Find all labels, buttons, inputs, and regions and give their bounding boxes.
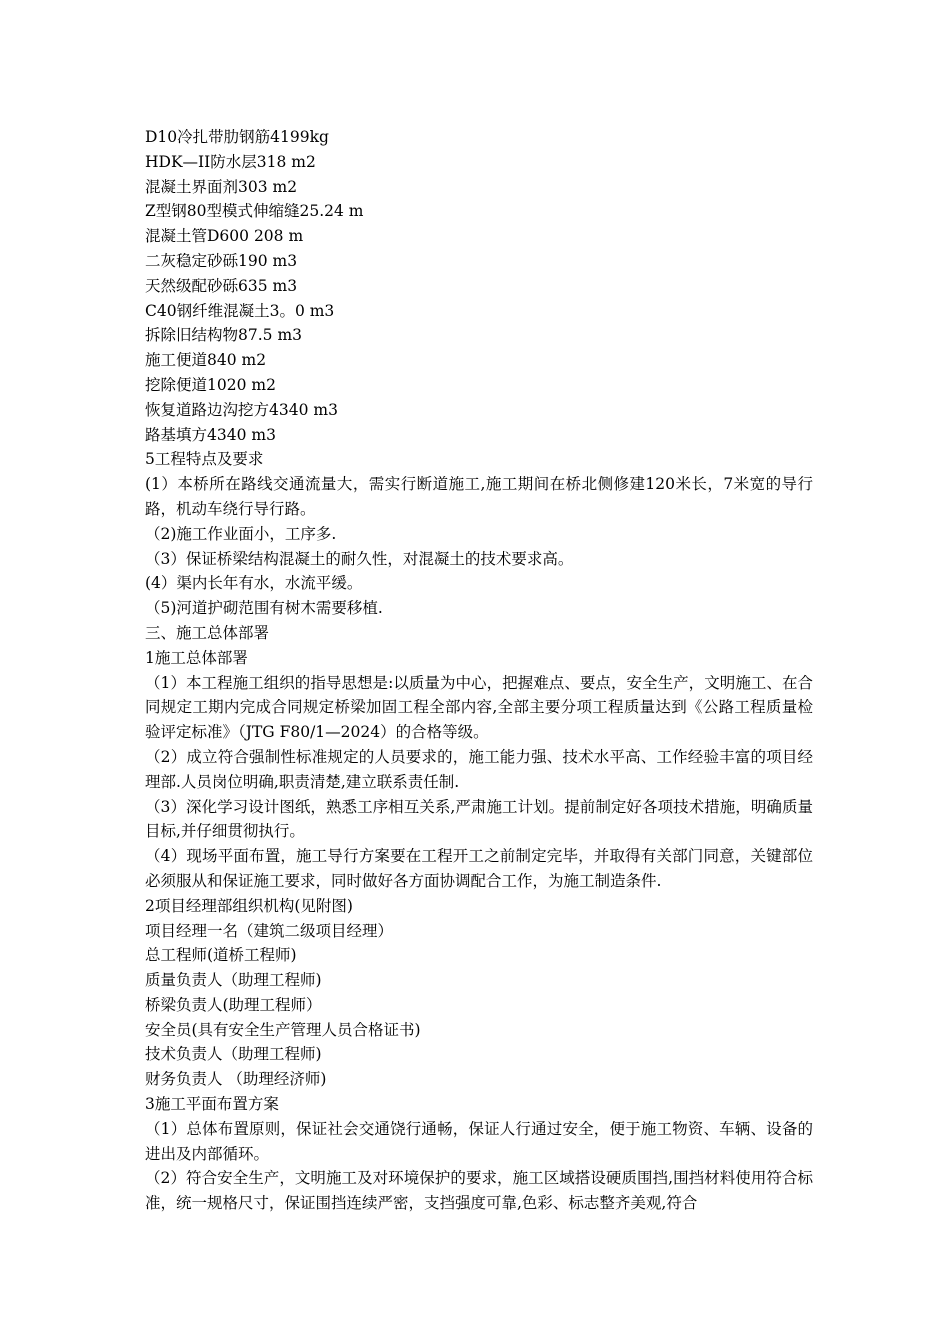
material-item: 拆除旧结构物87.5 m3	[145, 326, 302, 345]
role-item: 技术负责人（助理工程师)	[145, 1045, 322, 1064]
material-item: 挖除便道1020 m2	[145, 375, 276, 394]
section-5	[145, 447, 813, 621]
material-item: HDK—II防水层318 m2	[145, 152, 316, 171]
paragraph: （5)河道护砌范围有树木需要移植.	[145, 599, 383, 618]
paragraph: （2）符合安全生产，文明施工及对环境保护的要求，施工区域搭设硬质围挡,围挡材料使用符合标准，统一规格尺寸，保证围挡连续严密，支挡强度可靠,色彩、标志整齐美观,符合	[145, 1169, 813, 1213]
subsection-heading: 2项目经理部组织机构(见附图)	[145, 896, 353, 915]
paragraph: （3）保证桥梁结构混凝土的耐久性，对混凝土的技术要求高。	[145, 549, 574, 568]
material-item: 混凝土管D600 208 m	[145, 227, 304, 246]
material-item: 施工便道840 m2	[145, 351, 267, 370]
material-item: D10冷扎带肋钢筋4199kg	[145, 128, 329, 146]
document-body	[145, 125, 813, 1216]
role-item: 项目经理一名（建筑二级项目经理）	[145, 921, 394, 940]
paragraph: (4）渠内长年有水，水流平缓。	[145, 574, 363, 593]
section-heading: 三、施工总体部署	[145, 623, 270, 642]
role-item: 质量负责人（助理工程师)	[145, 971, 322, 990]
material-item: 路基填方4340 m3	[145, 425, 276, 444]
role-item: 桥梁负责人(助理工程师）	[145, 995, 322, 1014]
section-3	[145, 621, 813, 1216]
section-heading: 5工程特点及要求	[145, 450, 264, 469]
material-item: 恢复道路边沟挖方4340 m3	[145, 400, 338, 419]
paragraph: （3）深化学习设计图纸，熟悉工序相互关系,严肃施工计划。提前制定好各项技术措施，明确质量目标,并仔细贯彻执行。	[145, 797, 813, 841]
material-item: 混凝土界面剂303 m2	[145, 177, 298, 196]
paragraph: (1）本桥所在路线交通流量大，需实行断道施工,施工期间在桥北侧修建120米长，7米宽的导行路，机动车绕行导行路。	[145, 475, 813, 518]
material-item: Z型钢80型模式伸缩缝25.24 m	[145, 202, 364, 221]
materials-list	[145, 125, 813, 447]
subsection-heading: 1施工总体部署	[145, 648, 248, 667]
role-item: 总工程师(道桥工程师)	[145, 946, 297, 965]
material-item: 天然级配砂砾635 m3	[145, 276, 298, 295]
paragraph: （4）现场平面布置，施工导行方案要在工程开工之前制定完毕，并取得有关部门同意，关键部位必须服从和保证施工要求，同时做好各方面协调配合工作，为施工制造条件.	[145, 847, 813, 890]
paragraph: （1）本工程施工组织的指导思想是:以质量为中心，把握难点、要点，安全生产，文明施工、在合同规定工期内完成合同规定桥梁加固工程全部内容,全部主要分项工程质量达到《公路工程质量检验评定标准》（JTG F80/1—2024）的合格等级。	[145, 673, 813, 742]
paragraph: （2）成立符合强制性标准规定的人员要求的，施工能力强、技术水平高、工作经验丰富的项目经理部.人员岗位明确,职责清楚,建立联系责任制.	[145, 747, 813, 791]
paragraph: （1）总体布置原则，保证社会交通饶行通畅，保证人行通过安全，便于施工物资、车辆、设备的进出及内部循环。	[145, 1119, 813, 1163]
role-item: 财务负责人 （助理经济师)	[145, 1070, 327, 1089]
material-item: C40钢纤维混凝土3。0 m3	[145, 301, 335, 320]
subsection-heading: 3施工平面布置方案	[145, 1095, 279, 1114]
role-item: 安全员(具有安全生产管理人员合格证书)	[145, 1020, 421, 1039]
material-item: 二灰稳定砂砾190 m3	[145, 251, 298, 270]
paragraph: （2)施工作业面小，工序多.	[145, 524, 337, 543]
